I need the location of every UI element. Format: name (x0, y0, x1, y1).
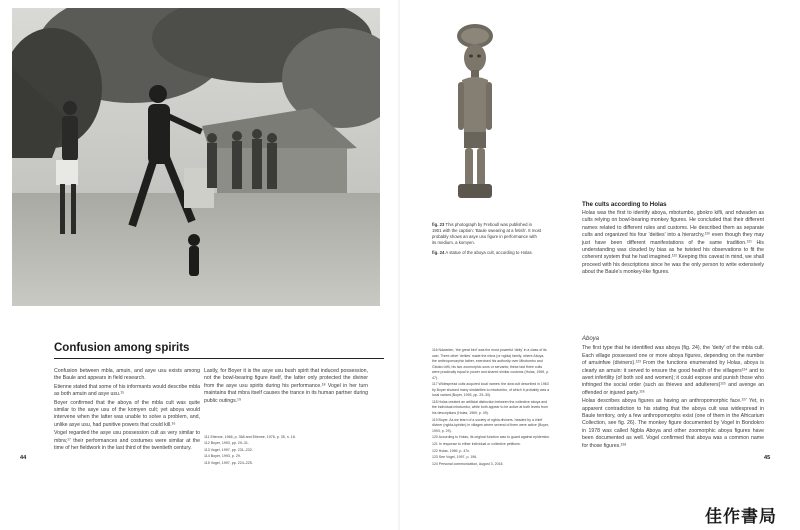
footnote: 118 Holas created an artificial distinction between the collective aboya and the individual mbotumbo, while both appear to be active at both levels from his descriptions (Holas, 1969, p. 49). (432, 399, 548, 415)
footnote: 114 Boyer, 1993, p. 29. (204, 454, 241, 459)
paragraph: The first type that he identified was aboya (fig. 24), the 'deity' of the mbla cult. Each village possessed one or more aboya figures, depending on the number of amuinfwe (diviners).¹²³ From the functions enumerated by Holas, aboya is clearly an amuin: it served to ensure the good health of the villagers¹²⁴ and to avert infertility (of both soil and women); it could expose and punish those who infringed the social order (such as thieves and adulterers)¹²⁵ and avenge an offended or injured party.¹²⁶ (582, 345, 764, 396)
body-column-1 (54, 368, 200, 453)
caption-text: A statue of the aboya cult, according to Holas. (445, 250, 533, 256)
footnote: 123 See Vogel, 1997, p. 196. (432, 455, 478, 460)
footnote: 121 In response to either individual or collective petitions. (432, 441, 521, 446)
figure-captions (432, 222, 542, 260)
footnote: 112 Boyer, 1993, pp. 29–31. (204, 441, 249, 446)
footnotes-right (432, 348, 550, 469)
page-number-left: 44 (20, 455, 27, 461)
section-heading: Confusion among spirits (54, 342, 190, 354)
footnote: 117 Widespread cults acquired local names: the dwa cult described in 1963 by Boyer showed many similarities to mbotumbo, of which it probably was a local variant (Boyer, 1993, pp. 29–30). (432, 382, 550, 398)
sub-heading-holas: The cults according to Holas (582, 201, 667, 208)
footnote: 124 Personal communication, August 3, 2015. (432, 462, 504, 466)
statue-figure (450, 22, 500, 200)
page-number-right: 45 (764, 455, 771, 461)
paragraph: Etienne stated that some of his informants would describe mbla as both amuin and asye usu.¹⁵ (54, 383, 200, 398)
body-column-2 (204, 368, 368, 406)
aboya-statue-image (450, 22, 500, 200)
paragraph: Holas describes aboya figures as having an anthropomorphic face.¹²⁷ Yet, in apparent contradiction to his stating that the aboya cult was widespread in Baule territory, only a few anthropomorphs exist (one of them in the Africarium Collection, see fig. 26). The monkey figure documented by Vogel in Bondokro in 1978 was called Ngbla Aboya and other zoomorphic aboya figures have been documented as well. Vogel confirmed that aboya was a common name for those figures.¹²⁸ (582, 398, 764, 449)
body-column-3 (582, 210, 764, 278)
paragraph: Vogel regarded the asye usu possession cult as very similar to mbra;¹⁷ their performances and costumes were similar at the time of her fieldwork in the last third of the twentieth century. (54, 430, 200, 452)
footnote: 115 Vogel, 1997, pp. 224–225. (204, 460, 253, 465)
caption-label: fig. 24 (432, 250, 445, 256)
footnote: 122 Holas, 1969, p. 47n. (432, 448, 471, 453)
paragraph: Confusion between mbla, amuin, and asye usu exists among the Baule and appears in field research. (54, 368, 200, 382)
caption-text: This photograph by Freboull was published in 1901 with the caption: 'Baule swearing at a fetish'. It most probably shows an asye usu figure in performance with its medium, a komyen. (432, 222, 542, 246)
footnote: 113 Vogel, 1997, pp. 231–232. (204, 447, 253, 452)
watermark-text: 佳作書局 (705, 507, 777, 527)
caption-label: fig. 23 (432, 222, 445, 227)
heading-rule (54, 358, 384, 359)
body-column-4 (582, 336, 764, 451)
footnotes-left (204, 434, 368, 466)
paragraph: Boyer confirmed that the aboya of the mbla cult was quite similar to the asye usu of the komyen cult; yet aboya would intervene when the latter was unable to solve a problem, and, unlike asye usu, had punitive powers that could kill.¹⁶ (54, 399, 200, 428)
footnote: 116 Ndwaden, 'the great bird' was the most powerful 'deity' in a class of its own. Three other 'deities' made the mbra (or ngbla) family, where Aboya, the anthropomorphic father, exercised his authority over Mbotumbo and Gbokro kifli, his two zoomorphic sons or servants; these last three cults were practically equal in power and shared similar customs (Holas, 1969, p. 47). (432, 348, 550, 380)
photo-baule-ceremony (12, 8, 380, 306)
footnote: 120 According to Holas, its original function was to guard against epidemics. (432, 435, 550, 440)
caption-fig-24 (432, 250, 542, 256)
sub-heading-aboya: Aboya (582, 336, 600, 342)
footnote: 119 Boyer. As we learn of a society of ngbla diviners, headed by a chief diviner (ngbla-kpinbin) in villages where several of them were active (Boyer, 1993, p. 29). (432, 417, 549, 433)
paragraph: Lastly, for Boyer it is the asye usu bush spirit that induced possession, not the bowl-bearing figure itself, the latter only protected the diviner from the asye usu spirits during his performance.¹⁸ Vogel in her turn maintains that mbra itself causes the trance in its human partner during public outings.¹⁹ (204, 368, 368, 404)
paragraph: Holas was the first to identify aboya, mbotumbo, gbokro kifli, and ndwaden as cults relying on bowl-bearing monkey figures. He concluded that their different names related to different rules and customs. He described them as separate cults and organized his four 'deities' into a hierarchy,¹²⁰ even though they may just have been different manifestations of the same tradition.¹²¹ His understanding was clouded by bias as he twisted his observations to fit the coherent system that he had imagined.¹²² Keeping this caveat in mind, we shall proceed with his descriptions since he was the only person to write extensively about the Baule's monkey-like figures. (582, 210, 764, 276)
footnote: 111 Etienne, 1966, p. 368 and Etienne, 1976, p. 35, n. 18. (204, 435, 296, 439)
field-photograph (12, 8, 380, 306)
caption-fig-23 (432, 222, 542, 246)
